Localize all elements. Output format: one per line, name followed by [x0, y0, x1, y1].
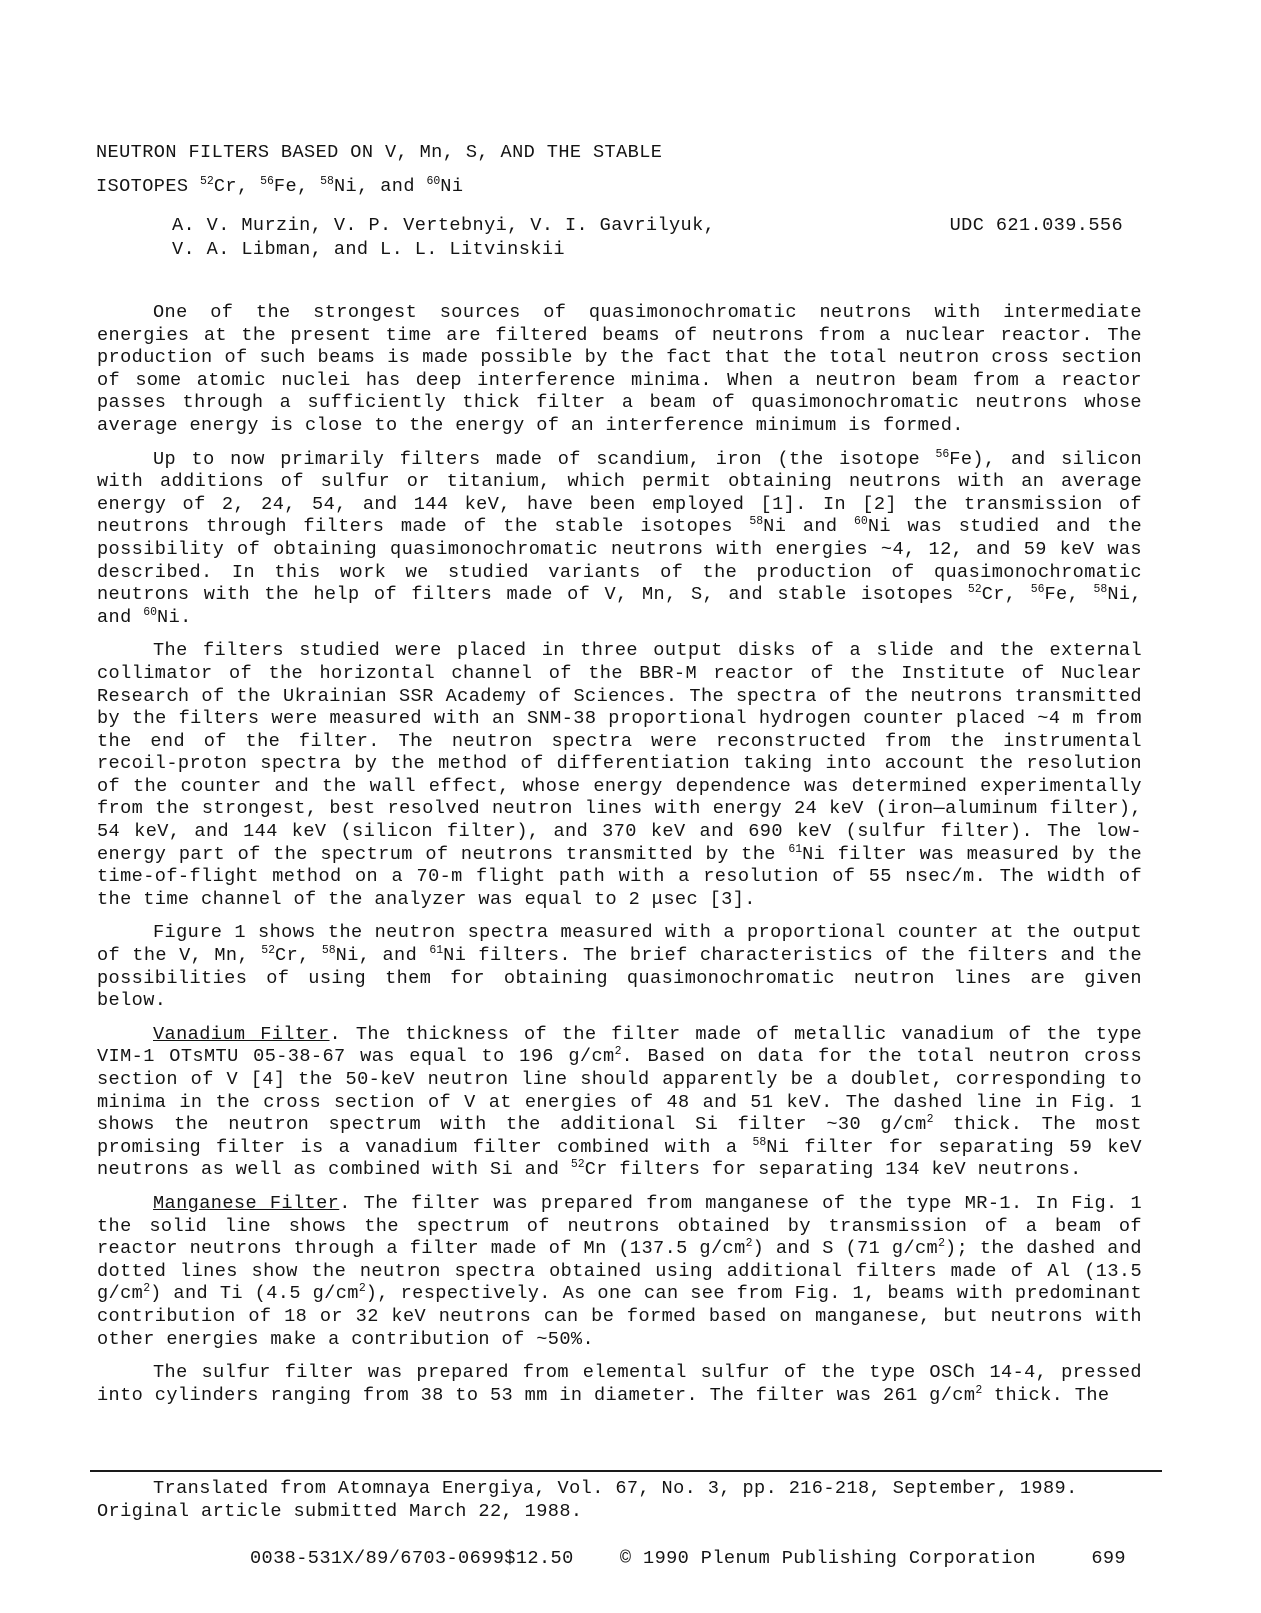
- superscript: 2: [745, 1237, 753, 1251]
- body-paragraph: [97, 1024, 1142, 1182]
- isotope-separator: ,: [236, 176, 261, 197]
- text-run: Ni, and: [97, 584, 1142, 628]
- isotope-mass-number: 52: [200, 175, 214, 188]
- superscript: 2: [143, 1282, 151, 1296]
- text-run: Cr,: [981, 584, 1031, 606]
- superscript: 2: [614, 1045, 622, 1059]
- text-run: Figure 1 shows the neutron spectra measured with a proportional counter at the output of the V, Mn,: [97, 922, 1142, 967]
- text-run: ) and Ti (4.5 g/cm: [150, 1283, 359, 1305]
- section-run-in-heading: Manganese Filter: [153, 1192, 340, 1214]
- superscript: 58: [752, 1135, 767, 1149]
- text-run: One of the strongest sources of quasimonochromatic neutrons with intermediate energies at the present time are filtered beams of neutrons from a nuclear reactor. The production of such beams is made possible by the fact that the total neutron cross section of some atomic nuclei has deep interference minima. When a neutron beam from a reactor passes through a sufficiently thick filter a beam of quasimonochromatic neutrons whose average energy is close to the energy of an interference minimum is formed.: [97, 302, 1142, 436]
- footnote-line-1: Translated from Atomnaya Energiya, Vol. 67, No. 3, pp. 216-218, September, 1989.: [153, 1478, 1078, 1499]
- footnote-divider: [90, 1470, 1162, 1472]
- text-run: Ni was studied and the possibility of obtaining quasimonochromatic neutrons with energies ~4, 12, and 59 keV was described. In this work we studied variants of the production of quasimonochromatic neutrons with the help of filters made of V, Mn, S, and stable isotopes: [97, 516, 1143, 606]
- footnote-line-2: Original article submitted March 22, 1988.: [97, 1500, 583, 1522]
- superscript: 52: [261, 944, 276, 958]
- superscript: 52: [967, 583, 982, 597]
- publication-line: [250, 1548, 1036, 1569]
- isotope-mass-number: 60: [426, 175, 441, 188]
- body-paragraph: [97, 1362, 1142, 1407]
- text-run: . Based on data for the total neutron cross section of V [4] the 50-keV neutron line should apparently be a doublet, corresponding to minima in the cross section of V at energies of 48 and 51 keV. The dashed line in Fig. 1 shows the neutron spectrum with the additional Si filter ~30 g/cm: [97, 1046, 1142, 1136]
- text-run: Ni filter was measured by the time-of-flight method on a 70-m flight path with a resolution of 55 nsec/m. The width of the time channel of the analyzer was equal to 2 μsec [3].: [97, 843, 1142, 910]
- page-number: 699: [1091, 1548, 1126, 1569]
- authors: [172, 214, 715, 262]
- article-title: [96, 136, 662, 204]
- text-run: Cr,: [275, 945, 322, 967]
- superscript: 58: [749, 515, 764, 529]
- isotope-mass-number: 56: [260, 175, 274, 188]
- superscript: 2: [926, 1113, 934, 1127]
- superscript: 2: [975, 1383, 983, 1397]
- isotope-symbol: Ni: [440, 176, 464, 197]
- isotope-mass-number: 58: [320, 175, 334, 188]
- superscript: 56: [1030, 583, 1045, 597]
- body-paragraph: [97, 302, 1142, 438]
- isotope-symbol: Ni: [333, 176, 358, 197]
- text-run: ), respectively. As one can see from Fig. 1, beams with predominant contribution of 18 or 32 keV neutrons can be formed based on manganese, but neutrons with other energies make a contribution of ~50%.: [97, 1283, 1143, 1350]
- isotope-separator: , and: [357, 176, 427, 197]
- superscript: 58: [1093, 583, 1108, 597]
- superscript: 60: [854, 515, 868, 529]
- text-run: The sulfur filter was prepared from elemental sulfur of the type OSCh 14-4, pressed into cylinders ranging from 38 to 53 mm in diameter. The filter was 261 g/cm: [97, 1362, 1142, 1406]
- isotope-separator: ,: [297, 176, 321, 197]
- article-body: [97, 302, 1142, 1418]
- text-run: Cr filters for separating 134 keV neutrons.: [584, 1159, 1082, 1181]
- title-line-2-prefix: ISOTOPES: [96, 176, 201, 197]
- body-paragraph: [97, 640, 1142, 911]
- body-paragraph: [97, 1193, 1142, 1351]
- udc-code: UDC 621.039.556: [949, 215, 1123, 236]
- translation-footnote: [97, 1478, 1078, 1523]
- text-run: Ni and: [763, 516, 855, 538]
- text-run: The filters studied were placed in three output disks of a slide and the external collimator of the horizontal channel of the BBR-M reactor of the Institute of Nuclear Research of the Ukrainian SSR Academy of Sciences. The spectra of the neutrons transmitted by the filters were measured with an SNM-38 proportional hydrogen counter placed ~4 m from the end of the filter. The neutron spectra were reconstructed from the instrumental recoil-proton spectra by the method of differentiation taking into account the resolution of the counter and the wall effect, whose energy dependence was determined experimentally from the strongest, best resolved neutron lines with energy 24 keV (iron—aluminum filter), 54 keV, and 144 keV (silicon filter), and 370 keV and 690 keV (sulfur filter). The low-energy part of the spectrum of neutrons transmitted by the: [97, 640, 1142, 865]
- text-run: ) and S (71 g/cm: [752, 1238, 939, 1260]
- body-paragraph: [97, 449, 1142, 630]
- text-run: thick. The most promising filter is a vanadium filter combined with a: [97, 1114, 1142, 1158]
- text-run: thick. The: [982, 1384, 1110, 1406]
- authors-line-1: A. V. Murzin, V. P. Vertebnyi, V. I. Gavrilyuk,: [172, 215, 716, 236]
- text-run: Ni, and: [335, 945, 430, 967]
- superscript: 61: [429, 944, 444, 958]
- superscript: 58: [321, 944, 336, 958]
- superscript: 60: [143, 605, 158, 619]
- text-run: Ni.: [157, 606, 192, 628]
- body-paragraph: [97, 922, 1142, 1012]
- superscript: 2: [938, 1237, 946, 1251]
- superscript: 61: [788, 842, 803, 856]
- text-run: . The thickness of the filter made of metallic vanadium of the type VIM-1 OTsMTU 05-38-67 was equal to 196 g/cm: [97, 1023, 1142, 1068]
- title-line-1: NEUTRON FILTERS BASED ON V, Mn, S, AND THE STABLE: [96, 142, 663, 163]
- text-run: Fe), and silicon with additions of sulfur or titanium, which permit obtaining neutrons with an average energy of 2, 24, 54, and 144 keV, have been employed [1]. In [2] the transmission of neutrons through filters made of the stable isotopes: [97, 448, 1142, 538]
- text-run: Ni filters. The brief characteristics of the filters and the possibilities of using them for obtaining quasimonochromatic neutron lines are given below.: [97, 945, 1143, 1012]
- section-run-in-heading: Vanadium Filter: [153, 1023, 330, 1045]
- isotope-symbol: Fe: [273, 176, 298, 197]
- article-code: 0038-531X/89/6703-0699$12.50: [250, 1548, 574, 1569]
- text-run: Fe,: [1044, 584, 1094, 606]
- isotope-symbol: Cr: [213, 176, 237, 197]
- text-run: . The filter was prepared from manganese of the type MR-1. In Fig. 1 the solid line shows the spectrum of neutrons obtained by transmission of a beam of reactor neutrons through a filter made of Mn (137.5 g/cm: [97, 1192, 1142, 1260]
- copyright-notice: © 1990 Plenum Publishing Corporation: [619, 1548, 1036, 1569]
- superscript: 56: [935, 447, 950, 461]
- text-run: ); the dashed and dotted lines show the neutron spectra obtained using additional filters made of Al (13.5 g/cm: [97, 1238, 1142, 1305]
- superscript: 52: [570, 1158, 585, 1172]
- text-run: Ni filter for separating 59 keV neutrons as well as combined with Si and: [97, 1136, 1142, 1181]
- superscript: 2: [358, 1282, 366, 1296]
- title-line-2: [96, 170, 662, 204]
- text-run: Up to now primarily filters made of scandium, iron (the isotope: [153, 448, 936, 470]
- authors-line-2: V. A. Libman, and L. L. Litvinskii: [172, 239, 565, 260]
